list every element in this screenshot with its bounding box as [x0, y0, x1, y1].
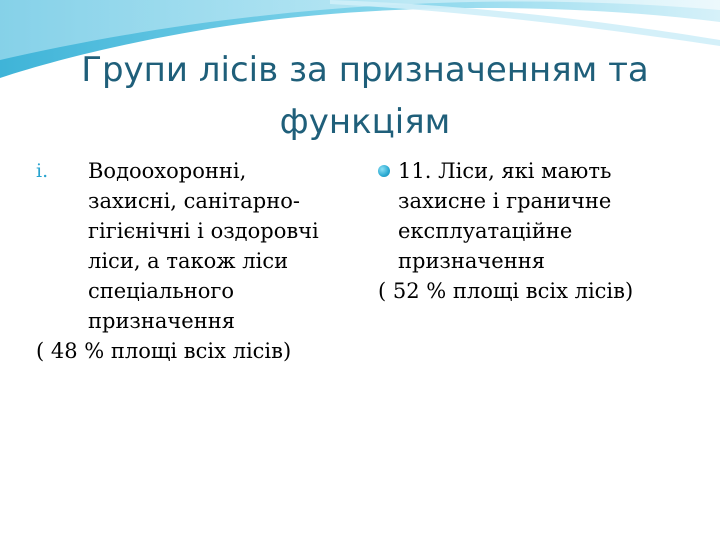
roman-numeral-marker: i.	[36, 160, 49, 182]
left-column	[36, 156, 366, 366]
left-item-share: ( 48 % площі всіх лісів)	[36, 339, 292, 363]
slide-title: Групи лісів за призначенням та функціям	[81, 50, 649, 142]
right-item-text: 11. Ліси, які мають захисне і граничне експлуатаційне призначення	[398, 159, 612, 273]
right-item-share: ( 52 % площі всіх лісів)	[378, 279, 634, 303]
bullet-dot-icon	[378, 165, 390, 177]
right-column	[378, 156, 678, 306]
left-item-text: Водоохоронні, захисні, санітарно- гігієнічні і оздоровчі ліси, а також ліси спеціального призначення	[88, 159, 319, 333]
